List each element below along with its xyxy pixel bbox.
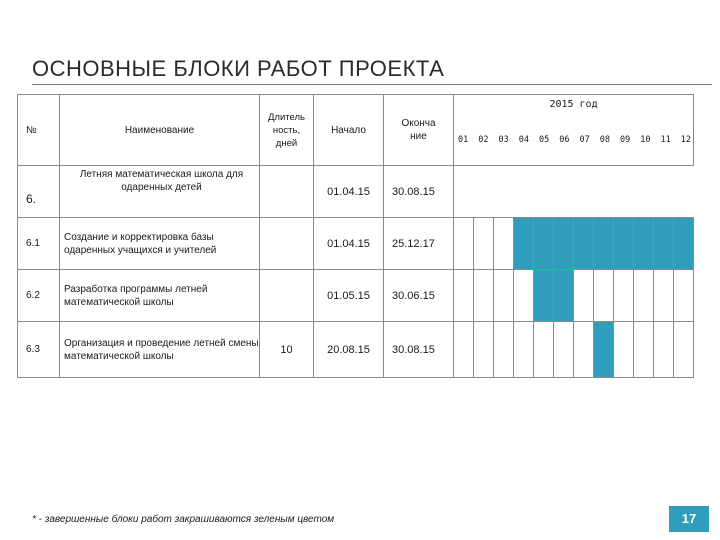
project-table — [17, 94, 694, 378]
row-start: 01.04.15 — [314, 166, 384, 218]
gantt-cell — [574, 218, 594, 270]
gantt-cell — [454, 322, 474, 378]
month-label: 11 — [660, 135, 671, 145]
header-start: Начало — [314, 95, 384, 166]
gantt-cell — [514, 218, 534, 270]
month-label: 09 — [620, 135, 631, 145]
gantt-cell — [634, 218, 654, 270]
table-row — [18, 218, 694, 270]
row-name: Разработка программы летней математической школы — [60, 270, 260, 322]
gantt-cell — [514, 270, 534, 322]
page-number: 17 — [669, 506, 709, 532]
row-duration — [260, 218, 314, 270]
gantt-cell — [534, 166, 554, 218]
gantt-cell — [554, 270, 574, 322]
gantt-cell — [634, 166, 654, 218]
gantt-cell — [674, 322, 694, 378]
month-label: 01 — [458, 135, 469, 145]
gantt-cell — [654, 166, 674, 218]
gantt-cell — [474, 166, 494, 218]
title-divider — [32, 84, 712, 85]
gantt-cell — [534, 322, 554, 378]
month-label: 12 — [680, 135, 691, 145]
gantt-cell — [554, 166, 574, 218]
row-number: 6.1 — [18, 218, 60, 270]
gantt-cell — [634, 270, 654, 322]
gantt-cell — [594, 218, 614, 270]
gantt-cell — [554, 322, 574, 378]
gantt-cell — [474, 218, 494, 270]
gantt-cell — [494, 270, 514, 322]
month-label: 03 — [498, 135, 509, 145]
month-label: 05 — [539, 135, 550, 145]
gantt-cell — [594, 270, 614, 322]
header-months — [458, 135, 691, 145]
month-label: 07 — [579, 135, 590, 145]
gantt-cell — [494, 218, 514, 270]
footnote: * - завершенные блоки работ закрашиваются зеленым цветом — [32, 514, 335, 525]
gantt-cell — [514, 166, 534, 218]
table-body — [18, 166, 694, 378]
row-duration — [260, 270, 314, 322]
row-number: 6.2 — [18, 270, 60, 322]
month-label: 10 — [640, 135, 651, 145]
gantt-cell — [474, 322, 494, 378]
header-year-block — [454, 95, 694, 166]
row-name: Летняя математическая школа для одаренных детей — [60, 166, 260, 218]
gantt-cell — [614, 166, 634, 218]
gantt-cell — [534, 218, 554, 270]
gantt-cell — [454, 166, 474, 218]
row-start: 01.04.15 — [314, 218, 384, 270]
row-end: 25.12.17 — [384, 218, 454, 270]
header-end: Оконча ние — [384, 95, 454, 166]
gantt-cell — [614, 218, 634, 270]
header-num: № — [18, 95, 60, 166]
month-label: 08 — [599, 135, 610, 145]
gantt-cell — [574, 270, 594, 322]
gantt-cell — [574, 322, 594, 378]
table-header-row — [18, 95, 694, 166]
header-year: 2015 год — [549, 99, 598, 110]
month-label: 04 — [518, 135, 529, 145]
gantt-cell — [614, 322, 634, 378]
gantt-cell — [454, 218, 474, 270]
gantt-cell — [454, 270, 474, 322]
gantt-cell — [574, 166, 594, 218]
row-number: 6. — [18, 166, 60, 218]
gantt-cell — [594, 166, 614, 218]
month-label: 06 — [559, 135, 570, 145]
gantt-cell — [654, 322, 674, 378]
gantt-cell — [614, 270, 634, 322]
gantt-cell — [554, 218, 574, 270]
gantt-cell — [514, 322, 534, 378]
gantt-cell — [634, 322, 654, 378]
table-row — [18, 166, 694, 218]
gantt-cell — [674, 270, 694, 322]
table-row — [18, 270, 694, 322]
gantt-cell — [474, 270, 494, 322]
slide-title: ОСНОВНЫЕ БЛОКИ РАБОТ ПРОЕКТА — [32, 56, 445, 81]
gantt-cell — [674, 166, 694, 218]
header-duration: Длитель ность, дней — [260, 95, 314, 166]
gantt-cell — [494, 322, 514, 378]
row-start: 20.08.15 — [314, 322, 384, 378]
row-end: 30.08.15 — [384, 322, 454, 378]
gantt-cell — [494, 166, 514, 218]
row-end: 30.06.15 — [384, 270, 454, 322]
row-start: 01.05.15 — [314, 270, 384, 322]
row-number: 6.3 — [18, 322, 60, 378]
gantt-cell — [674, 218, 694, 270]
header-name: Наименование — [60, 95, 260, 166]
gantt-cell — [654, 270, 674, 322]
gantt-cell — [594, 322, 614, 378]
gantt-cell — [534, 270, 554, 322]
row-name: Создание и корректировка базы одаренных учащихся и учителей — [60, 218, 260, 270]
month-label: 02 — [478, 135, 489, 145]
table-row — [18, 322, 694, 378]
row-name: Организация и проведение летней смены математической школы — [60, 322, 260, 378]
row-end: 30.08.15 — [384, 166, 454, 218]
row-duration: 10 — [260, 322, 314, 378]
gantt-cell — [654, 218, 674, 270]
row-duration — [260, 166, 314, 218]
